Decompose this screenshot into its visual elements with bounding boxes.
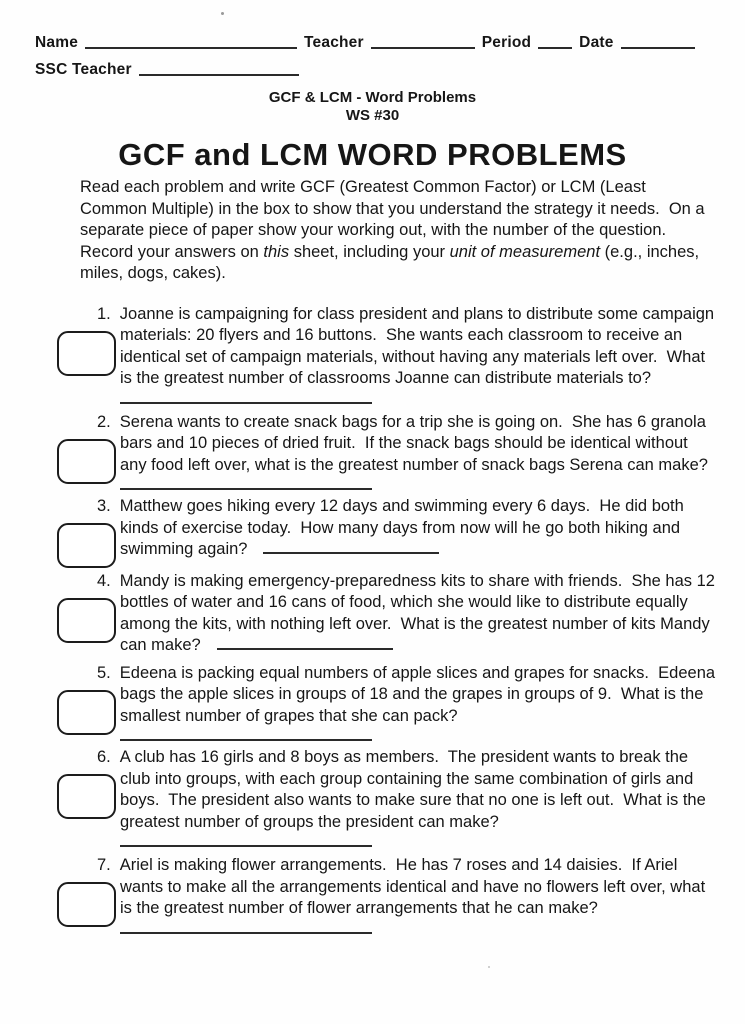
problem-7-body: Ariel is making flower arrangements. He has 7 roses and 14 daisies. If Ariel wants to make all the arrangements identical and have no flowers left over, what is the greatest number of flower arrangements that he can make? <box>119 856 710 917</box>
intro-italic-unit: unit of measurement <box>449 242 601 261</box>
problem-3-text <box>97 496 717 561</box>
problem-1 <box>97 304 717 404</box>
ssc-teacher-blank-line[interactable] <box>139 62 299 76</box>
problem-list <box>0 304 745 934</box>
scan-speck <box>221 12 224 15</box>
problem-5-body: Edeena is packing equal numbers of apple slices and grapes for snacks. Edeena bags the apple slices in groups of 18 and the grapes in groups of 9. What is the smallest number of grapes that she can pack? <box>119 663 720 725</box>
problem-7-text <box>97 855 717 920</box>
answer-box-1[interactable] <box>57 331 116 376</box>
answer-line-4[interactable] <box>217 645 393 650</box>
problem-6-number: 6. <box>97 748 111 766</box>
problem-4-text <box>97 571 720 657</box>
answer-box-6[interactable] <box>57 774 116 819</box>
teacher-label: Teacher <box>304 34 364 51</box>
answer-line-7[interactable] <box>120 920 372 934</box>
intro-paragraph <box>80 177 716 285</box>
problem-6-text <box>97 747 717 833</box>
intro-text: (e.g., inches, miles, dogs, cakes). <box>80 242 704 282</box>
answer-line-1[interactable] <box>120 390 372 404</box>
problem-5-text <box>97 663 720 728</box>
answer-box-3[interactable] <box>57 523 116 568</box>
problem-3-number: 3. <box>97 497 111 515</box>
name-label: Name <box>35 34 79 51</box>
answer-line-2[interactable] <box>120 476 372 490</box>
page-title: GCF and LCM WORD PROBLEMS <box>118 137 627 172</box>
problem-7 <box>97 855 717 934</box>
intro-text: sheet, including your <box>289 242 450 261</box>
problem-6-body: A club has 16 girls and 8 boys as members. The president wants to break the club into groups, with each group containing the same combination of girls and boys. The president also wants to make sure that no one is left out. What is the greatest number of groups the president can make? <box>119 748 711 831</box>
answer-line-3[interactable] <box>263 549 439 554</box>
ssc-teacher-label: SSC Teacher <box>35 61 132 78</box>
course-title: GCF & LCM - Word Problems <box>268 89 477 106</box>
problem-1-text <box>97 304 717 390</box>
date-blank-line[interactable] <box>621 35 695 49</box>
intro-text: Read each problem and write GCF (Greatest Common Factor) or LCM (Least Common Multiple) in the box to show that you understand the strategy it needs. On a separate piece of paper show your working out, with the number of the question. Record your answers on <box>80 178 710 261</box>
period-label: Period <box>481 34 532 51</box>
answer-box-5[interactable] <box>57 690 116 735</box>
problem-1-body: Joanne is campaigning for class president and plans to distribute some campaign materials: 20 flyers and 16 buttons. She wants each classroom to receive an identical set of campaign materials, without having any materials left over. What is the greatest number of classrooms Joanne can distribute materials to? <box>119 304 719 387</box>
problem-2 <box>97 412 717 491</box>
name-blank-line[interactable] <box>85 35 297 49</box>
worksheet-number: WS #30 <box>345 107 400 124</box>
problem-4 <box>97 571 720 657</box>
problem-4-number: 4. <box>97 571 111 590</box>
problem-2-number: 2. <box>97 412 111 431</box>
ssc-teacher-row <box>35 61 710 79</box>
problem-3-body: Matthew goes hiking every 12 days and swimming every 6 days. He did both kinds of exercise today. How many days from now will he go both hiking and swimming again? <box>119 497 689 558</box>
scan-speck <box>488 966 490 968</box>
answer-line-6[interactable] <box>120 833 372 847</box>
problem-7-number: 7. <box>97 856 111 874</box>
date-label: Date <box>579 34 614 51</box>
answer-box-2[interactable] <box>57 439 116 484</box>
answer-box-7[interactable] <box>57 882 116 927</box>
problem-6 <box>97 747 717 847</box>
problem-5 <box>97 663 720 742</box>
problem-2-body: Serena wants to create snack bags for a trip she is going on. She has 6 granola bars and 10 pieces of dried fruit. If the snack bags should be identical without any food left over, what is the greatest number of snack bags Serena can make? <box>119 412 711 474</box>
header-row <box>35 0 710 52</box>
answer-box-4[interactable] <box>57 598 116 643</box>
problem-3 <box>97 496 717 561</box>
teacher-blank-line[interactable] <box>371 35 475 49</box>
problem-2-text <box>97 412 717 477</box>
problem-5-number: 5. <box>97 663 111 682</box>
intro-italic-this: this <box>263 242 290 261</box>
problem-4-body: Mandy is making emergency-preparedness kits to share with friends. She has 12 bottles of water and 16 cans of food, which she would like to distribute equally among the kits, with nothing left over. What is the greatest number of kits Mandy can make? <box>119 571 720 654</box>
problem-1-number: 1. <box>97 304 111 323</box>
period-blank-line[interactable] <box>538 35 572 49</box>
answer-line-5[interactable] <box>120 727 372 741</box>
